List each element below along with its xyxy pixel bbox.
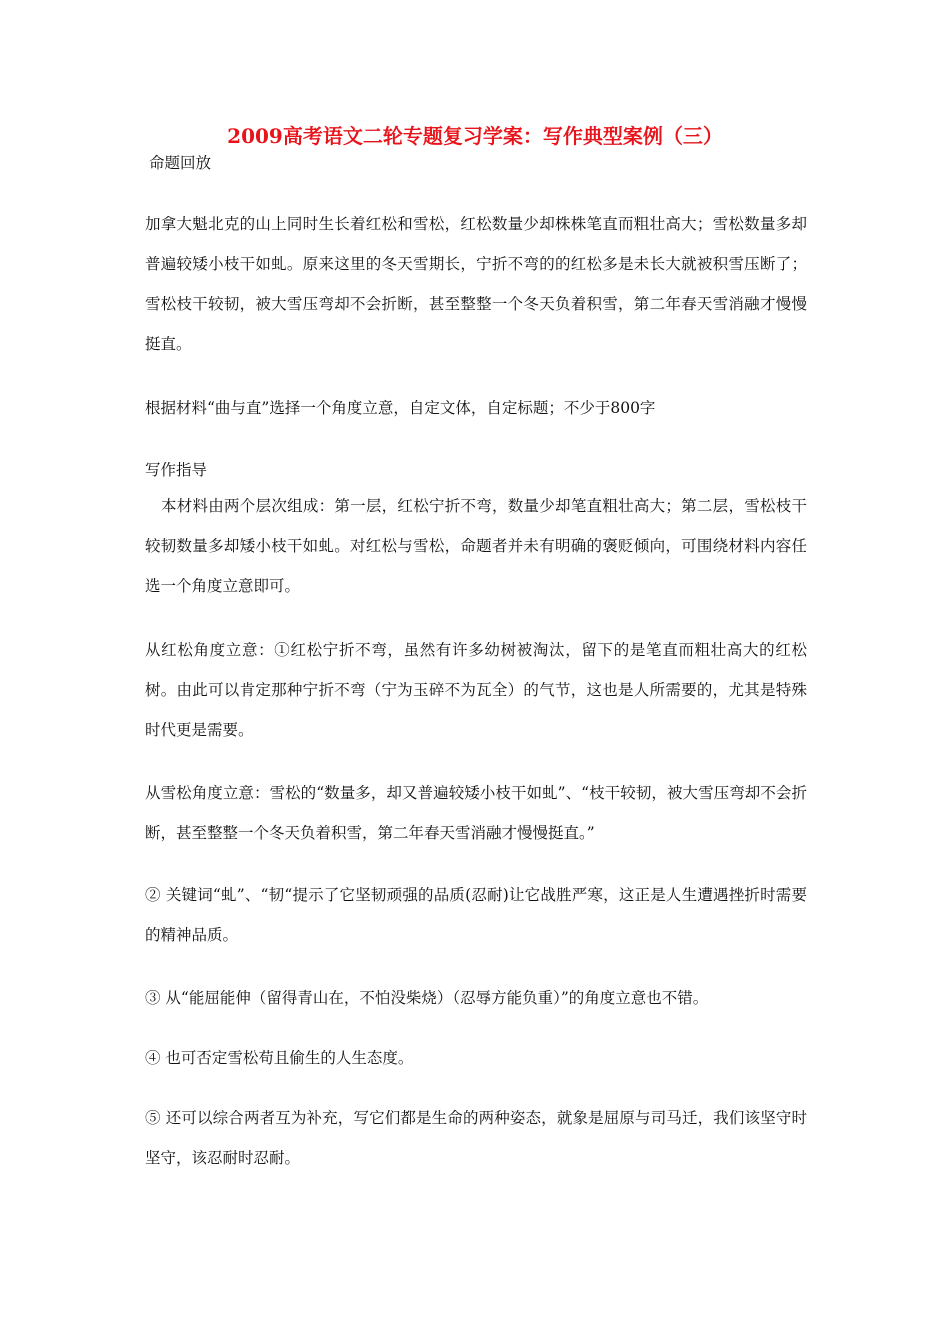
point-3-paragraph: ③ 从“能屈能伸（留得青山在，不怕没柴烧）（忍辱方能负重）”的角度立意也不错。: [145, 989, 709, 1007]
guide-intro-paragraph: 本材料由两个层次组成：第一层，红松宁折不弯，数量少却笔直粗壮高大；第二层，雪松枝干较韧数量多却矮小枝干如虬。对红松与雪松，命题者并未有明确的褒贬倾向，可围绕材料内容任选一个角度立意即可。: [145, 497, 807, 595]
point-2-paragraph: ② 关键词“虬”、“韧“提示了它坚韧顽强的品质(忍耐)让它战胜严寒，这正是人生遭遇挫折时需要的精神品质。: [145, 886, 807, 944]
point-5-paragraph: ⑤ 还可以综合两者互为补充，写它们都是生命的两种姿态，就象是屈原与司马迁，我们该坚守时坚守，该忍耐时忍耐。: [145, 1109, 807, 1167]
snow-pine-angle-paragraph: 从雪松角度立意：雪松的“数量多，却又普遍较矮小枝干如虬”、“枝干较韧，被大雪压弯却不会折断，甚至整整一个冬天负着积雪，第二年春天雪消融才慢慢挺直。”: [145, 784, 807, 842]
red-pine-angle-paragraph: 从红松角度立意：①红松宁折不弯，虽然有许多幼树被淘汰，留下的是笔直而粗壮高大的红松树。由此可以肯定那种宁折不弯（宁为玉碎不为瓦全）的气节，这也是人所需要的，尤其是特殊时代更是需要。: [145, 641, 807, 739]
requirement-paragraph: 根据材料“曲与直”选择一个角度立意，自定文体，自定标题；不少于800字: [145, 399, 656, 417]
material-paragraph: 加拿大魁北克的山上同时生长着红松和雪松，红松数量少却株株笔直而粗壮高大；雪松数量多却普遍较矮小枝干如虬。原来这里的冬天雪期长，宁折不弯的的红松多是未长大就被积雪压断了；雪松枝干较韧，被大雪压弯却不会折断，甚至整整一个冬天负着积雪，第二年春天雪消融才慢慢挺直。: [145, 215, 807, 353]
section-heading-guide: 写作指导: [145, 461, 208, 479]
point-4-paragraph: ④ 也可否定雪松苟且偷生的人生态度。: [145, 1049, 414, 1067]
section-heading-review: 命题回放: [149, 154, 212, 172]
document-title: 2009高考语文二轮专题复习学案：写作典型案例（三）: [227, 124, 723, 148]
